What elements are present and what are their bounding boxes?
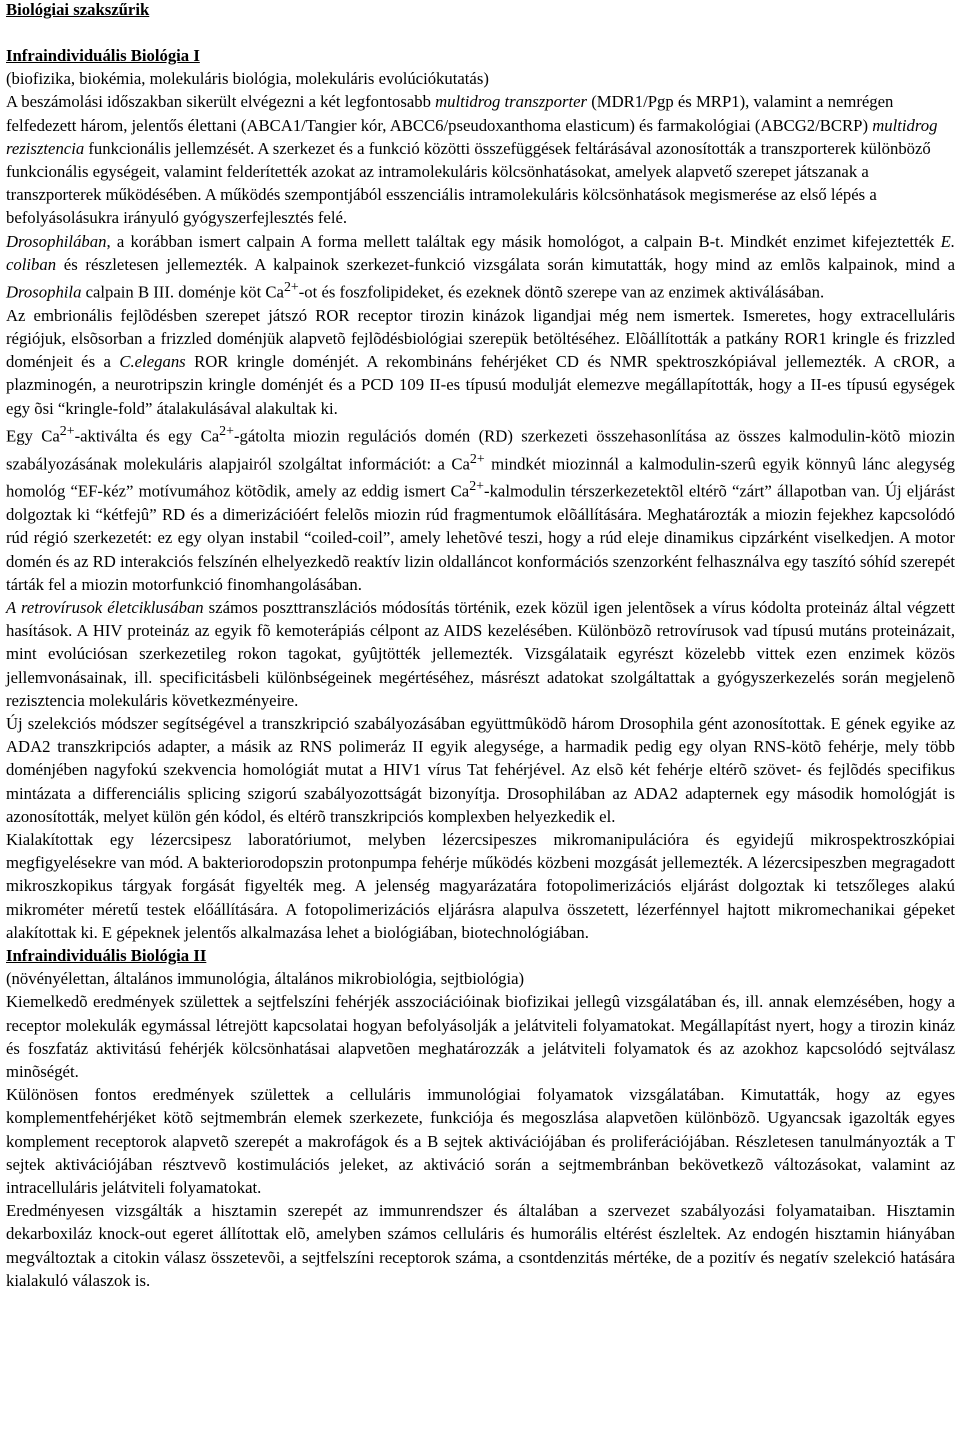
section-infraindividualis-biologia-2 [6, 944, 955, 1292]
section-heading: Infraindividuális Biológia II [6, 945, 207, 965]
section-subheading: (biofizika, biokémia, molekuláris biológia, molekuláris evolúciókutatás) [6, 69, 489, 89]
paragraph: Egy $Ca^{2+}$-aktiválta és egy $Ca^{2+}$-gátolta miozin regulációs domén (RD) szerkezeti összehasonlítása az összes kalmodulin-kötõ miozin szabályozásának molekuláris alapjairól szolgáltat információt: a $Ca^{2+}$ mindkét miozinnál a kalmodulin-szerû egyik könnyû lánc alegység homológ “EF-kéz” motívumához kötõdik, amely az eddig ismert $Ca^{2+}$-kalmodulin térszerkezetektõl eltérõ “zárt” állapotban van. Új eljárást dolgoztak ki “kétfejû” RD és a dimerizációért felelõs miozin rúd fragmentumok elõállítására. Meghatározták a miozin fejekhez kapcsolódó rúd régió szerkezetét: ez egy olyan instabil “coiled-coil”, amely lehetõvé teszi, hogy a rúd eleje dinamikus cipzárként viselkedjen. A motor domén és az RD interakciós felszínén elhelyezkedõ reaktív lizin oldalláncot konformációs szenzorként felhasználva egy taszító sóhíd szerepét tárták fel a miozin motorfunkció finomhangolásában. [6, 423, 956, 594]
paragraph: A beszámolási időszakban sikerült elvégezni a két legfontosabb multidrog transzporter (MDR1/Pgp és MRP1), valamint a nemrégen felfedezett három, jelentős élettani (ABCA1/Tangier kór, ABCC6/pseudoxanthoma elasticum) és farmakológiai (ABCG2/BCRP) multidrog rezisztencia funkcionális jellemzését. A szerkezet és a funkció közötti összefüggések feltárásával azonosították a transzporterek különböző funkcionális egységeit, valamint felderítették azokat az intramolekuláris kölcsönhatásokat, amelyek alapvető szerepet játszanak a transzporterek működésében. A működés szempontjából esszenciális intramolekuláris kölcsönhatások megismerése az első lépés a befolyásolásukra irányuló gyógyszerfejlesztés felé. [6, 92, 938, 228]
paragraph: Kiemelkedõ eredmények születtek a sejtfelszíni fehérjék asszociációinak biofizikai jellegû vizsgálatában és, ill. annak elemzésében, hogy a receptor molekulák egymással létrejött kapcsolatai hogyan befolyásolják a jelátviteli folyamatokat. Megállapítást nyert, hogy a tirozin kináz és foszfatáz aktivitású fehérjék kölcsönhatásai alapvetõen meghatározzák a jelátviteli folyamatok és az azokhoz kapcsolódó sejtválasz minõségét. [6, 992, 955, 1081]
paragraph: A retrovírusok életciklusában számos poszttranszlációs módosítás történik, ezek közül igen jelentõsek a vírus kódolta proteináz által végzett hasítások. A HIV proteináz az egyik fõ kemoterápiás célpont az AIDS kezelésében. Különbözõ retrovírusok vad típusú mutáns proteinázait, mint evolúciósan szerkezetileg rokon tagokat, gyûjtötték jellemezték. Vizsgálataik egyrészt közelebb vittek ezen enzimek közös jellemvonásainak, ill. specificitásbeli különbségeinek megértéséhez, másrészt adatokat szolgáltattak a gyógyszerkezelés során megjelenõ rezisztencia molekuláris következményeire. [6, 597, 955, 710]
paragraph: Az embrionális fejlõdésben szerepet játszó ROR receptor tirozin kinázok ligandjai még nem ismertek. Ismeretes, hogy extracelluláris régiójuk, elsõsorban a frizzled doménjük alapvetõ fejlõdésbiológiai szerepük betöltéséhez. Elõállították a patkány ROR1 kringle és frizzled doménjeit és a C.elegans ROR kringle doménjét. A rekombináns fehérjéket CD és NMR spektroszkópiával jellemezték. A cROR, a plazminogén, a neurotripszin kringle doménjét és a PCD 109 II-es típusú modulját elemezve megállapították, hogy a II-es típusú egységek egy õsi “kringle-fold” átalakulásával alakultak ki. [6, 305, 955, 418]
section-infraindividualis-biologia-1 [6, 44, 955, 944]
section-subheading: (növényélettan, általános immunológia, általános mikrobiológia, sejtbiológia) [6, 969, 525, 989]
section-heading: Infraindividuális Biológia I [6, 46, 200, 65]
paragraph: Kialakítottak egy lézercsipesz laboratóriumot, melyben lézercsipeszes mikromanipulációra és egyidejű mikrospektroszkópiai megfigyelésekre van mód. A bakteriorodopszin protonpumpa fehérje működés közbeni mozgását jellemezték. A lézercsipeszben megragadott mikroszkopikus tárgyak forgását figyelték meg. A jelenség magyarázatára fotopolimerizációs eljárást dolgoztak ki tetszőleges alakú mikrométer méretű testek előállítására. A fotopolimerizációs eljárásra alapulva összetett, lézerfénnyel hajtott mikromechanikai gépeket alakítottak ki. E gépeknek jelentős alkalmazása lehet a biológiában, biotechnológiában. [6, 829, 955, 942]
document-title: Biológiai szakszűrik [6, 0, 150, 19]
paragraph: Új szelekciós módszer segítségével a transzkripció szabályozásában együttmûködõ három Drosophila gént azonosítottak. E gének egyike az ADA2 transzkripciós adapter, a másik az RNS polimeráz II egyik alegysége, a harmadik pedig egy olyan RNS-kötõ fehérje, mely több doménjében nagyfokú szekvencia homológiát mutat a HIV1 vírus Tat fehérjével. Az elsõ két fehérje eltérõ szövet- és fejlõdés specifikus mintázata a differenciális splicing szigorú szabályozottságát bizonyítja. Drosophilában az ADA2 adapternek egy második homológját is azonosították, melyet külön gén kódol, és eltérõ transzkripciós komplexben helyezkedik el. [6, 713, 955, 826]
paragraph: Drosophilában, a korábban ismert calpain A forma mellett találtak egy másik homológot, a calpain B-t. Mindkét enzimet kifejeztették E. coliban és részletesen jellemezték. A kalpainok szerkezet-funkció vizsgálata során kimutatták, hogy mind az emlõs kalpainok, mind a Drosophila calpain B III. doménje köt $Ca^{2+}-ot$ és foszfolipideket, és ezeknek döntõ szerepe van az enzimek aktiválásában. [6, 231, 955, 302]
paragraph: Eredményesen vizsgálták a hisztamin szerepét az immunrendszer és általában a szervezet szabályozási folyamataiban. Hisztamin dekarboxiláz knock-out egeret állítottak elõ, amelyben számos celluláris és humorális eltérést észleltek. Az endogén hisztamin hiányában megváltoztak a citokin válasz összetevõi, a sejtfelszíni receptorok száma, a csontdenzitás mértéke, de a pozitív és negatív szelekció hatására kialakuló válaszok is. [6, 1201, 955, 1290]
paragraph: Különösen fontos eredmények születtek a celluláris immunológiai folyamatok vizsgálatában. Kimutatták, hogy az egyes komplementfehérjéket kötõ sejtmembrán elemek szerkezete, funkciója és megoszlása alapvetõen különbözõ. Ugyancsak igazolták egyes komplement receptorok alapvetõ szerepét a makrofágok és a B sejtek aktivációjában és proliferációjában. Részletesen tanulmányozták a T sejtek aktivációjában résztvevõ kostimulációs jeleket, az aktiváció során a sejtmembránban bekövetkezõ változásokat, valamint az intracelluláris jelátviteli folyamatokat. [6, 1085, 955, 1197]
